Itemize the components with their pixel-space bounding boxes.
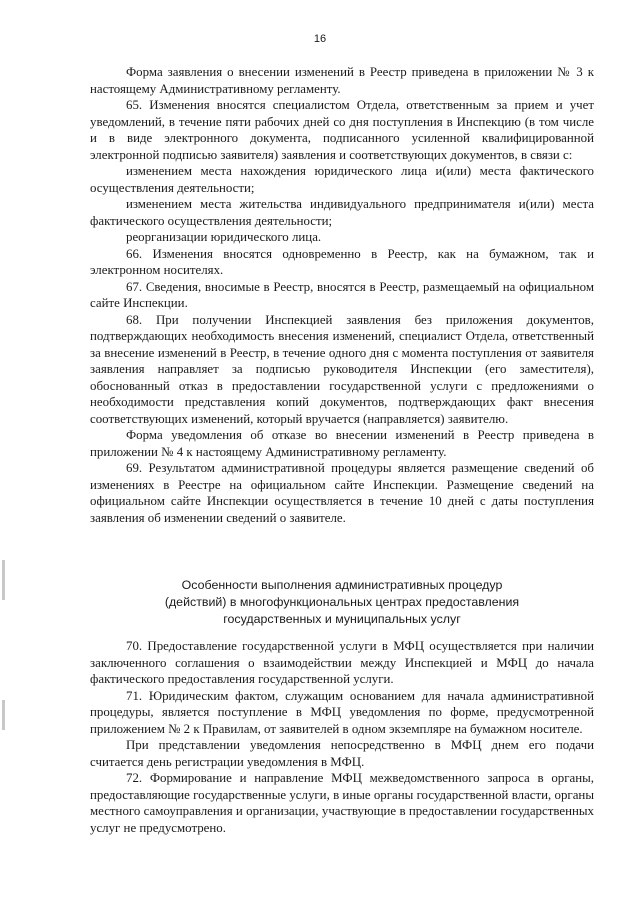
paragraph: 72. Формирование и направление МФЦ межведомственного запроса в органы, предоставляющие государственные услуги, в иные органы государственной власти, органы местного самоуправления и организации, участвующие в предоставлении государственных услуг не предусмотрено. — [90, 771, 594, 835]
paragraph: 68. При получении Инспекцией заявления без приложения документов, подтверждающих необходимость внесения изменений, специалист Отдела, ответственный за внесение изменений в Реестр, в течение одного дня с момента поступления от заявителя заявления направляет за подписью руководителя Инспекции (его заместителя), обоснованный отказ в предоставлении государственной услуги с предложениями о необходимости представления копий документов, подтверждающих факт внесения соответствующих изменений, который вручается (направляется) заявителю. — [90, 312, 594, 426]
heading-line: государственных и муниципальных услуг — [223, 612, 461, 626]
paragraph: изменением места нахождения юридического лица и(или) места фактического осуществления деятельности; — [90, 164, 594, 195]
heading-line: Особенности выполнения административных процедур — [181, 578, 503, 592]
paragraph: Форма заявления о внесении изменений в Реестр приведена в приложении № 3 к настоящему Административному регламенту. — [90, 65, 594, 96]
text-block-upper — [90, 64, 594, 526]
heading-line: (действий) в многофункциональных центрах предоставления — [164, 595, 520, 609]
paragraph: 70. Предоставление государственной услуги в МФЦ осуществляется при наличии заключенного соглашения о взаимодействии между Инспекцией и МФЦ до начала фактического предоставления государственной услуги. — [90, 639, 594, 686]
paragraph: 65. Изменения вносятся специалистом Отдела, ответственным за прием и учет уведомлений, в течение пяти рабочих дней со дня поступления в Инспекцию (в том числе и в виде электронного документа, подписанного усиленной квалифицированной электронной подписью заявителя) заявления и соответствующих документов, в связи с: — [90, 98, 594, 162]
paragraph: 69. Результатом административной процедуры является размещение сведений об изменениях в Реестре на официальном сайте Инспекции. Размещение сведений на официальном сайте Инспекции осуществляется в течение 10 дней с даты поступления заявления об изменении сведений о заявителе. — [90, 461, 594, 525]
page-number: 16 — [313, 33, 327, 45]
paragraph: реорганизации юридического лица. — [126, 230, 322, 244]
paragraph: 67. Сведения, вносимые в Реестр, вносятся в Реестр, размещаемый на официальном сайте Инспекции. — [90, 279, 594, 310]
scan-edge-mark — [2, 560, 5, 600]
paragraph: 66. Изменения вносятся одновременно в Реестр, как на бумажном, так и электронном носителях. — [90, 246, 594, 277]
scan-edge-mark — [2, 700, 5, 730]
section-heading — [90, 577, 594, 628]
text-block-lower — [90, 638, 594, 836]
paragraph: Форма уведомления об отказе во внесении изменений в Реестр приведена в приложении № 4 к настоящему Административному регламенту. — [90, 428, 594, 459]
paragraph: изменением места жительства индивидуального предпринимателя и(или) места фактического осуществления деятельности; — [90, 197, 594, 228]
paragraph: 71. Юридическим фактом, служащим основанием для начала административной процедуры, является поступление в МФЦ уведомления по форме, предусмотренной приложением № 2 к Правилам, от заявителей в одном экземпляре на бумажном носителе. — [90, 688, 594, 736]
paragraph: При представлении уведомления непосредственно в МФЦ днем его подачи считается день регистрации уведомления в МФЦ. — [90, 738, 594, 769]
